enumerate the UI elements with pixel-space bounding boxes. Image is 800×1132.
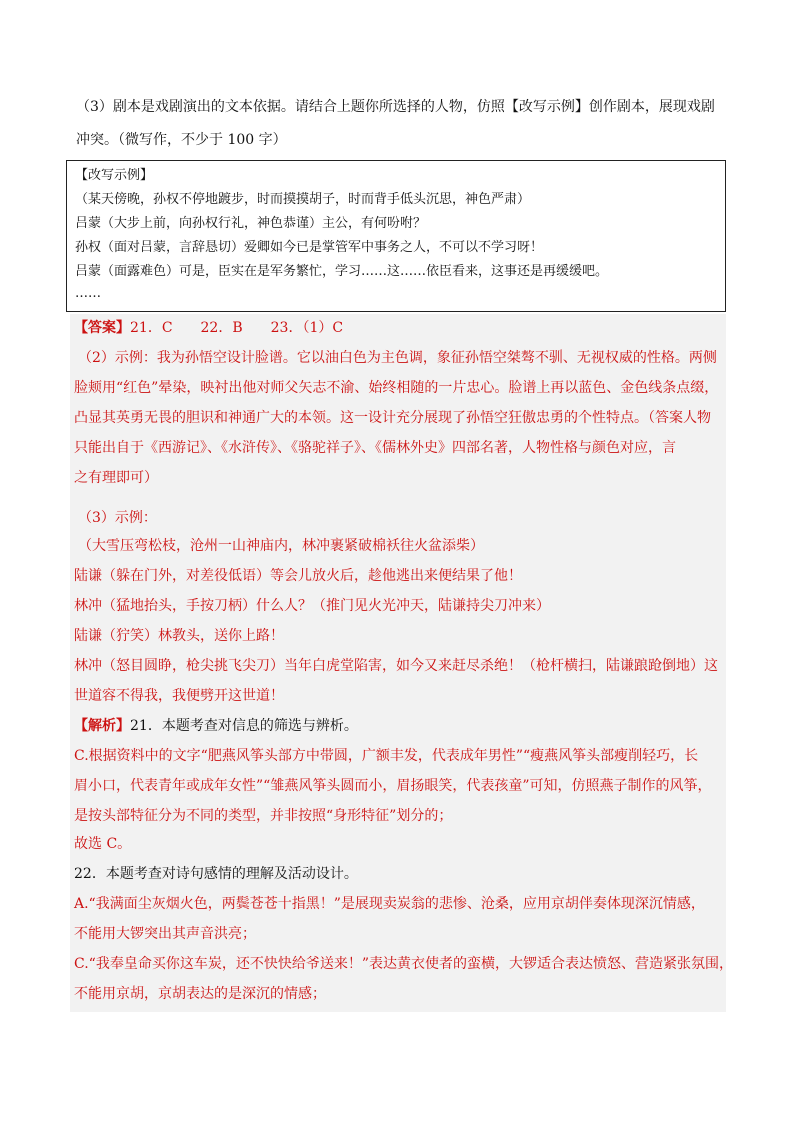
answer-line: 之有理即可） xyxy=(74,470,158,486)
answer-line: 脸颊用“红色”晕染，映衬出他对师父矢志不渝、始终相随的一片忠心。脸谱上再以蓝色、金色线条点缀， xyxy=(74,380,719,396)
rewrite-example-box xyxy=(66,160,726,312)
answer-line: （大雪压弯松枝，沧州一山神庙内，林冲裹紧破棉袄往火盆添柴） xyxy=(78,538,484,554)
answer-section xyxy=(70,314,733,1012)
analysis-line: 不能用大锣突出其声音洪亮； xyxy=(74,926,256,942)
answer-line: 陆谦（狞笑）林教头，送你上路！ xyxy=(74,628,284,644)
answer-summary-line xyxy=(74,318,343,338)
answer-line: 只能出自于《西游记》、《水浒传》、《骆驼祥子》、《儒林外史》四部名著，人物性格与颜色对应，言 xyxy=(74,440,676,456)
answer-line: 林冲（猛地抬头，手按刀柄）什么人？（推门见火光冲天，陆谦持尖刀冲来） xyxy=(74,598,550,614)
analysis-line: 21．本题考查对信息的筛选与辨析。 xyxy=(130,718,358,734)
analysis-line: 22．本题考查对诗句感情的理解及活动设计。 xyxy=(74,866,358,882)
analysis-line: 眉小口，代表青年或成年女性”“雏燕风筝头圆而小，眉扬眼笑，代表孩童”可知，仿照燕子制作的风筝， xyxy=(74,778,712,794)
answer-line: 林冲（怒目圆睁，枪尖挑飞尖刀）当年白虎堂陷害，如今又来赶尽杀绝！（枪杆横扫，陆谦踉跄倒地）这 xyxy=(74,658,718,674)
analysis-first-line xyxy=(74,716,358,736)
question-prompt-line-2: 冲突。（微写作，不少于 100 字） xyxy=(76,132,287,148)
analysis-line: A.“我满面尘灰烟火色，两鬓苍苍十指黑！”是展现卖炭翁的悲惨、沧桑，应用京胡伴奏体现深沉情感， xyxy=(74,896,705,912)
analysis-line: 是按头部特征分为不同的类型，并非按照“身形特征”划分的； xyxy=(74,808,453,824)
example-line: …… xyxy=(75,286,101,301)
answer-summary: 21．C 22．B 23．（1）C xyxy=(130,320,344,336)
example-title: 【改写示例】 xyxy=(75,168,154,183)
question-prompt-line-1: （3）剧本是戏剧演出的文本依据。请结合上题你所选择的人物，仿照【改写示例】创作剧本，展现戏剧 xyxy=(76,99,715,115)
answer-line: 凸显其英勇无畏的胆识和神通广大的本领。这一设计充分展现了孙悟空狂傲忠勇的个性特点。（答案人物 xyxy=(74,410,711,426)
analysis-line: 不能用京胡，京胡表达的是深沉的情感； xyxy=(74,986,326,1002)
example-line: （某天傍晚，孙权不停地踱步，时而摸摸胡子，时而背手低头沉思，神色严肃） xyxy=(75,192,531,207)
answer-line: （3）示例： xyxy=(78,510,157,526)
example-line: 孙权（面对吕蒙，言辞恳切）爱卿如今已是掌管军中事务之人，不可以不学习呀！ xyxy=(75,240,544,255)
example-line: 吕蒙（面露难色）可是，臣实在是军务繁忙，学习……这……依臣看来，这事还是再缓缓吧。 xyxy=(75,264,609,279)
answer-line: （2）示例：我为孙悟空设计脸谱。它以油白色为主色调，象征孙悟空桀骜不驯、无视权威的性格。两侧 xyxy=(78,350,717,366)
analysis-line: C.“我奉皇命买你这车炭，还不快快给爷送来！”表达黄衣使者的蛮横，大锣适合表达愤怒、营造紧张氛围， xyxy=(74,956,733,972)
answer-tag: 【答案】 xyxy=(74,320,130,336)
answer-line: 陆谦（躲在门外，对差役低语）等会儿放火后，趁他逃出来便结果了他！ xyxy=(74,568,522,584)
analysis-tag: 【解析】 xyxy=(74,718,130,734)
analysis-line: C.根据资料中的文字“肥燕风筝头部方中带圆，广额丰发，代表成年男性”“瘦燕风筝头部瘦削轻巧，长 xyxy=(74,748,699,764)
example-line: 吕蒙（大步上前，向孙权行礼，神色恭谨）主公，有何吩咐？ xyxy=(75,216,427,231)
analysis-line: 故选 C。 xyxy=(74,836,132,852)
answer-line: 世道容不得我，我便劈开这世道！ xyxy=(74,688,284,704)
